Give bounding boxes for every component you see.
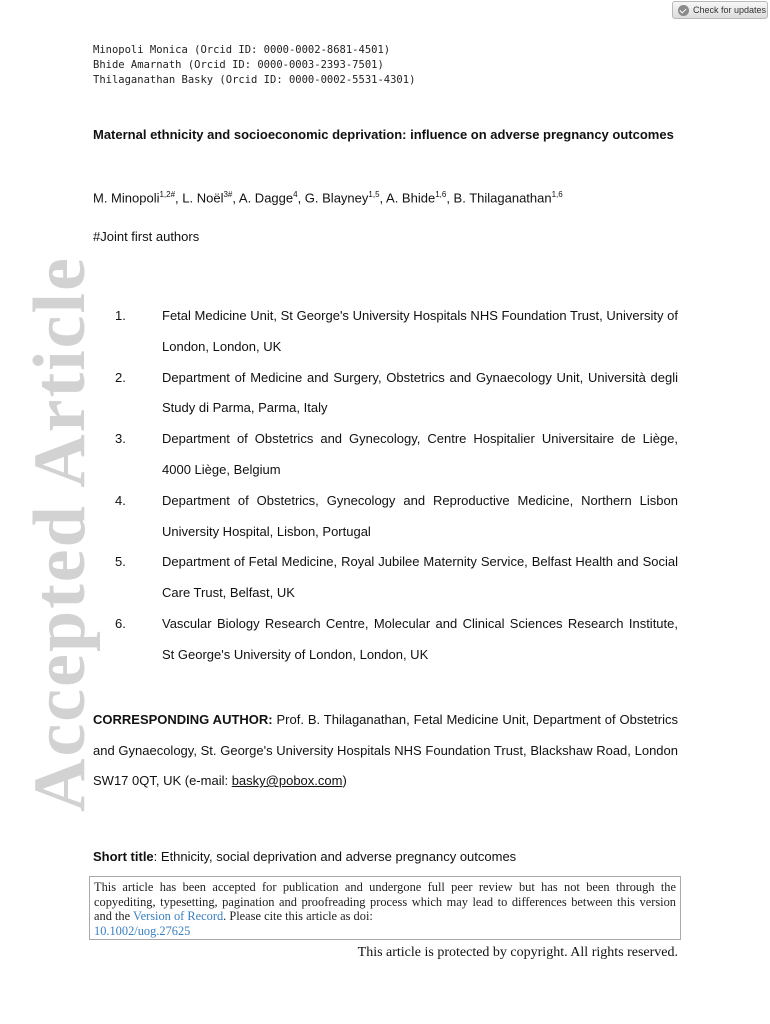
author-affiliation-marker: 4 (293, 190, 298, 199)
affiliation-number: 4. (115, 492, 126, 508)
affiliation-item (115, 424, 678, 486)
affiliation-item (115, 363, 678, 425)
email-link[interactable]: basky@pobox.com (231, 773, 343, 788)
author-name: M. Minopoli (93, 190, 160, 206)
short-title-label: Short title (93, 849, 154, 864)
author-name: A. Bhide (386, 190, 436, 206)
affiliation-text: Department of Obstetrics and Gynecology, Centre Hospitalier Universitaire de Liège, 4000 Liège, Belgium (162, 431, 678, 477)
orcid-block (93, 43, 415, 88)
corresponding-author-label: CORRESPONDING AUTHOR: (93, 712, 273, 727)
check-for-updates-button[interactable] (672, 1, 768, 19)
affiliation-item (115, 301, 678, 363)
corresponding-author-block: CORRESPONDING AUTHOR: Prof. B. Thilaganathan, Fetal Medicine Unit, Department of Obstetrics and Gynaecology, St. George's University Hospitals NHS Foundation Trust, Blackshaw Road, London SW17 0QT, UK (e-mail: basky@pobox.com) (93, 712, 678, 788)
author-affiliation-marker: 1,6 (435, 190, 447, 199)
article-title: Maternal ethnicity and socioeconomic deprivation: influence on adverse pregnancy outcomes (93, 127, 674, 142)
author-name: A. Dagge (238, 190, 294, 206)
short-title (93, 849, 516, 864)
check-badge-icon (678, 5, 689, 16)
affiliation-number: 2. (115, 369, 126, 385)
orcid-line: Minopoli Monica (Orcid ID: 0000-0002-8681-4501) (93, 44, 391, 56)
affiliation-number: 5. (115, 554, 126, 570)
author-name: G. Blayney (304, 190, 369, 206)
author-name: L. Noël (182, 190, 224, 206)
affiliation-item (115, 609, 678, 671)
author-name: B. Thilaganathan (453, 190, 552, 206)
affiliation-number: 6. (115, 615, 126, 631)
affiliation-text: Department of Fetal Medicine, Royal Jubilee Maternity Service, Belfast Health and Social Care Trust, Belfast, UK (162, 554, 678, 601)
doi-link[interactable]: 10.1002/uog.27625 (94, 923, 191, 938)
author-affiliation-marker: 1,5 (368, 190, 380, 199)
orcid-line: Thilaganathan Basky (Orcid ID: 0000-0002-5531-4301) (93, 74, 416, 86)
affiliation-number: 1. (115, 308, 126, 323)
accepted-article-notice (89, 876, 681, 940)
author-affiliation-marker: 1,6 (551, 190, 563, 199)
copyright-notice: This article is protected by copyright. All rights reserved. (357, 945, 678, 960)
corresponding-author-text: Prof. B. Thilaganathan, Fetal Medicine Unit, Department of Obstetrics and Gynaecology, St. George's University Hospitals NHS Foundation Trust, Blackshaw Road, London SW17 0QT, UK (e-mail: (93, 712, 678, 788)
notice-text: This article has been accepted for publication and undergone full peer review but has not been through the copyediting, typesetting, pagination and proofreading process which may lead to differences between this version and the (94, 880, 676, 924)
affiliation-text: Department of Medicine and Surgery, Obstetrics and Gynaecology Unit, Università degli Study di Parma, Parma, Italy (162, 369, 678, 416)
affiliation-item (115, 547, 678, 609)
check-for-updates-label: Check for updates (693, 5, 767, 15)
version-of-record-link[interactable]: Version of Record (133, 909, 224, 924)
affiliation-text: Vascular Biology Research Centre, Molecular and Clinical Sciences Research Institute, St George's University of London, London, UK (162, 615, 678, 662)
author-affiliation-marker: 1,2# (159, 190, 176, 199)
affiliation-text: Fetal Medicine Unit, St George's University Hospitals NHS Foundation Trust, University of London, London, UK (162, 308, 678, 354)
affiliation-text: Department of Obstetrics, Gynecology and Reproductive Medicine, Northern Lisbon University Hospital, Lisbon, Portugal (162, 492, 678, 539)
affiliation-item (115, 486, 678, 548)
author-affiliation-marker: 3# (223, 190, 233, 199)
joint-authors-note: #Joint first authors (93, 229, 200, 244)
notice-text-cite: . Please cite this article as doi: (223, 909, 373, 924)
affiliation-number: 3. (115, 431, 126, 447)
short-title-text: : Ethnicity, social deprivation and adverse pregnancy outcomes (153, 849, 517, 864)
affiliation-list (115, 301, 678, 671)
author-list: M. Minopoli$^{1,2\#}$, L. Noël$^{3\#}$, A. Dagge$^4$, G. Blayney$^{1,5}$, A. Bhide$^{1,6}$, B. Thilaganathan$^{1,6}$ (93, 190, 563, 206)
orcid-line: Bhide Amarnath (Orcid ID: 0000-0003-2393-7501) (93, 59, 384, 71)
accepted-article-watermark: Accepted Article (19, 256, 101, 812)
